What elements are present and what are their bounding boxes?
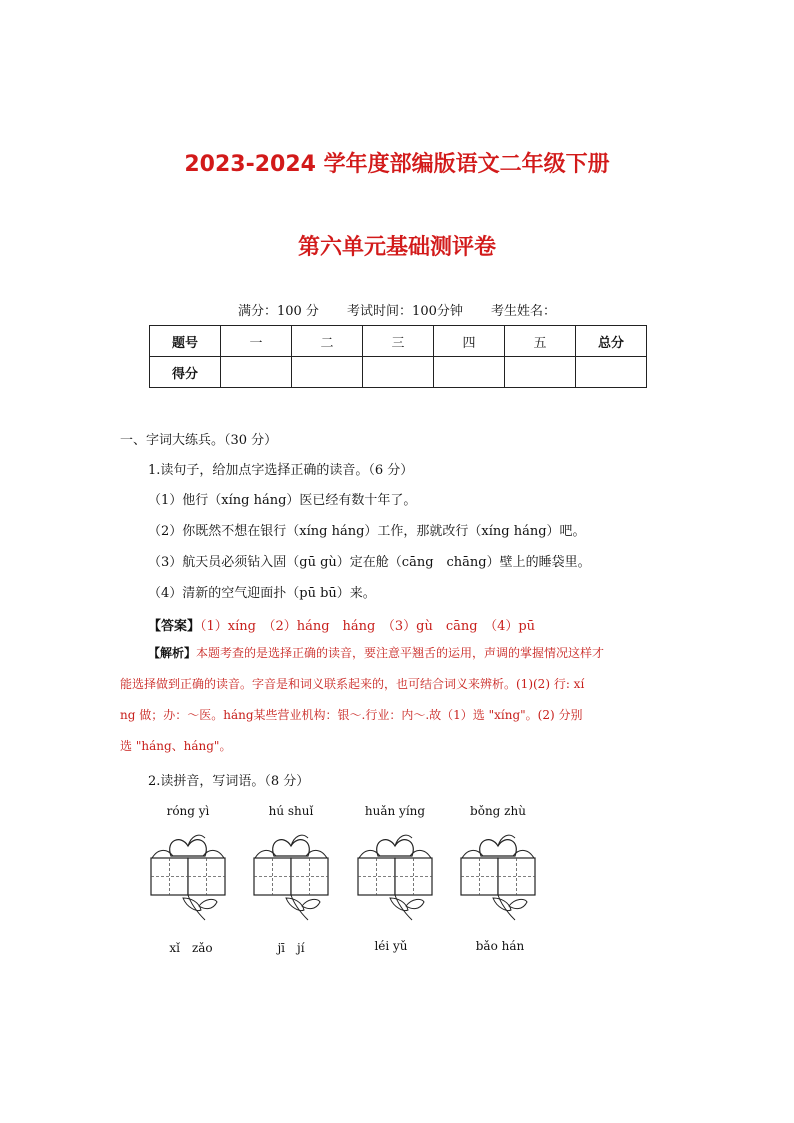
header-cell: 总分 [576, 326, 647, 357]
score-cell[interactable] [363, 357, 434, 388]
header-cell: 二 [292, 326, 363, 357]
pinyin-label: jī jí [277, 941, 305, 955]
q2-prompt: 2.读拼音，写词语。（8 分） [148, 774, 310, 789]
q1-item: （2）你既然不想在银行（xíng háng）工作，那就改行（xíng háng）吧。 [148, 524, 586, 539]
pinyin-label: hú shuǐ [268, 804, 314, 818]
writing-grid[interactable] [358, 835, 432, 920]
header-cell: 题号 [150, 326, 221, 357]
score-table-header-row [150, 326, 647, 357]
header-cell: 一 [221, 326, 292, 357]
analysis-line: 能选择做到正确的读音。字音是和词义联系起来的，也可结合词义来辨析。(1)(2) 行: xí [120, 677, 585, 691]
q1-item: （1）他行（xíng háng）医已经有数十年了。 [148, 493, 417, 508]
header-cell: 四 [434, 326, 505, 357]
writing-grids [143, 828, 543, 924]
q1-item: （3）航天员必须钻入固（gū gù）定在舱（cāng chāng）壁上的睡袋里。 [148, 555, 591, 570]
writing-grid[interactable] [254, 835, 328, 920]
exam-title-line2: 第六单元基础测评卷 [297, 235, 496, 260]
score-row-label: 得分 [150, 357, 221, 388]
pinyin-label: bǒng zhù [470, 804, 526, 818]
analysis-line: 选 "háng、háng"。 [120, 739, 232, 753]
pinyin-label: xǐ zǎo [169, 941, 213, 955]
full-score: 满分：100 分 [237, 304, 319, 319]
score-cell[interactable] [221, 357, 292, 388]
answer-label: 【答案】 [148, 619, 201, 634]
analysis-line: ng 做；办：～医。háng某些营业机构：银～.行业：内～.故（1）选 "xíng"。(2) 分别 [120, 708, 583, 722]
analysis-label: 【解析】 [148, 646, 197, 660]
pinyin-label: róng yì [166, 804, 210, 818]
q1-item: （4）清新的空气迎面扑（pū bū）来。 [148, 586, 376, 601]
score-cell[interactable] [434, 357, 505, 388]
header-cell: 五 [505, 326, 576, 357]
score-cell[interactable] [292, 357, 363, 388]
score-cell[interactable] [505, 357, 576, 388]
q1-analysis [120, 638, 676, 762]
writing-grid[interactable] [151, 835, 225, 920]
answer-text: （1）xíng （2）háng háng （3）gù cāng （4）pū [200, 619, 536, 634]
analysis-line: 本题考查的是选择正确的读音，要注意平翘舌的运用，声调的掌握情况这样才 [196, 646, 605, 660]
pinyin-label: huǎn yíng [364, 804, 426, 818]
q1-prompt: 1.读句子，给加点字选择正确的读音。（6 分） [148, 463, 414, 478]
exam-time: 考试时间：100分钟 [347, 304, 463, 319]
header-cell: 三 [363, 326, 434, 357]
score-cell[interactable] [576, 357, 647, 388]
section1-title: 一、字词大练兵。（30 分） [120, 433, 278, 448]
score-table [149, 325, 647, 388]
pinyin-label: bǎo hán [475, 939, 525, 953]
student-name-label: 考生姓名： [491, 304, 557, 319]
score-table-score-row [150, 357, 647, 388]
q1-answer [148, 615, 535, 634]
exam-meta [0, 300, 794, 319]
exam-title-line1: 2023-2024 学年度部编版语文二年级下册 [184, 152, 610, 177]
pinyin-label: léi yǔ [374, 939, 408, 953]
writing-grid[interactable] [461, 835, 535, 920]
